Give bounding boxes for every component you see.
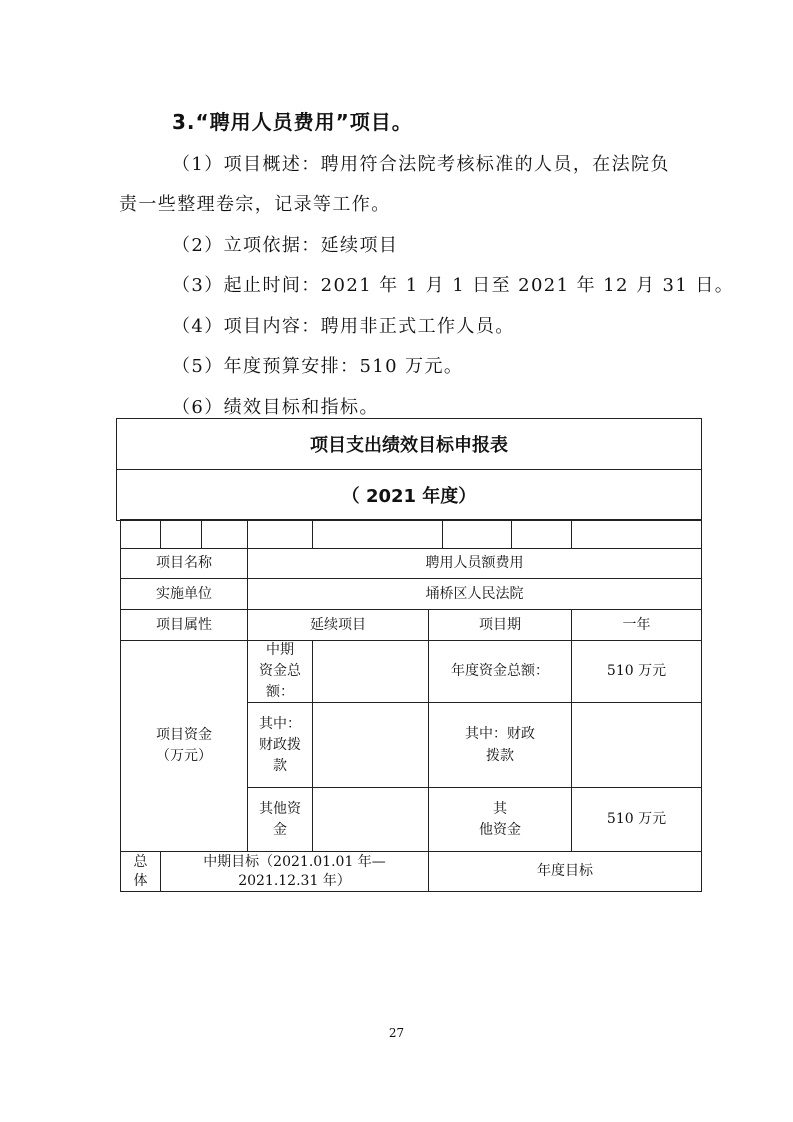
annual-fiscal-label: 其中：财政 拨款 bbox=[428, 702, 572, 788]
mid-fiscal-value bbox=[312, 702, 429, 788]
paragraph-budget: （5）年度预算安排：510 万元。 bbox=[172, 356, 464, 377]
period-value: 一年 bbox=[571, 609, 702, 641]
paragraph-overview-line2: 责一些整理卷宗，记录等工作。 bbox=[119, 194, 391, 215]
annual-other-label: 其 他资金 bbox=[428, 787, 572, 852]
table-spacer-cell bbox=[511, 519, 572, 549]
implementer-label: 实施单位 bbox=[120, 578, 248, 610]
annual-goal-label: 年度目标 bbox=[428, 851, 702, 892]
project-name-value: 聘用人员额费用 bbox=[247, 548, 702, 579]
attribute-value: 延续项目 bbox=[247, 609, 429, 641]
table-spacer-cell bbox=[442, 519, 512, 549]
table-spacer-cell bbox=[571, 519, 702, 549]
mid-total-label: 中期 资金总 额： bbox=[247, 640, 313, 703]
mid-other-label: 其他资 金 bbox=[247, 787, 313, 852]
overall-label: 总 体 bbox=[120, 851, 161, 892]
table-year: （ 2021 年度） bbox=[116, 469, 702, 521]
annual-fiscal-value bbox=[571, 702, 702, 788]
paragraph-overview-line1: （1）项目概述：聘用符合法院考核标准的人员，在法院负 bbox=[172, 154, 670, 175]
paragraph-goals: （6）绩效目标和指标。 bbox=[172, 397, 379, 418]
paragraph-basis: （2）立项依据：延续项目 bbox=[172, 235, 399, 256]
mid-total-value bbox=[312, 640, 429, 703]
table-spacer-cell bbox=[160, 519, 202, 549]
table-spacer-cell bbox=[312, 519, 443, 549]
annual-total-label: 年度资金总额： bbox=[428, 640, 572, 703]
paragraph-period: （3）起止时间：2021 年 1 月 1 日至 2021 年 12 月 31 日。 bbox=[172, 275, 735, 296]
annual-total-value: 510 万元 bbox=[571, 640, 702, 703]
page-number: 27 bbox=[388, 1026, 405, 1040]
table-spacer-cell bbox=[120, 519, 161, 549]
attribute-label: 项目属性 bbox=[120, 609, 248, 641]
table-spacer-cell bbox=[201, 519, 248, 549]
project-name-label: 项目名称 bbox=[120, 548, 248, 579]
mid-goal-label: 中期目标（2021.01.01 年— 2021.12.31 年） bbox=[160, 851, 429, 892]
mid-fiscal-label: 其中： 财政拨 款 bbox=[247, 702, 313, 788]
mid-other-value bbox=[312, 787, 429, 852]
paragraph-content: （4）项目内容：聘用非正式工作人员。 bbox=[172, 316, 515, 337]
implementer-value: 埇桥区人民法院 bbox=[247, 578, 702, 610]
table-title: 项目支出绩效目标申报表 bbox=[116, 418, 702, 470]
table-spacer-cell bbox=[247, 519, 313, 549]
annual-other-value: 510 万元 bbox=[571, 787, 702, 852]
funds-label: 项目资金 （万元） bbox=[120, 640, 248, 852]
period-label: 项目期 bbox=[428, 609, 572, 641]
document-heading: 3.“聘用人员费用”项目。 bbox=[172, 110, 413, 134]
